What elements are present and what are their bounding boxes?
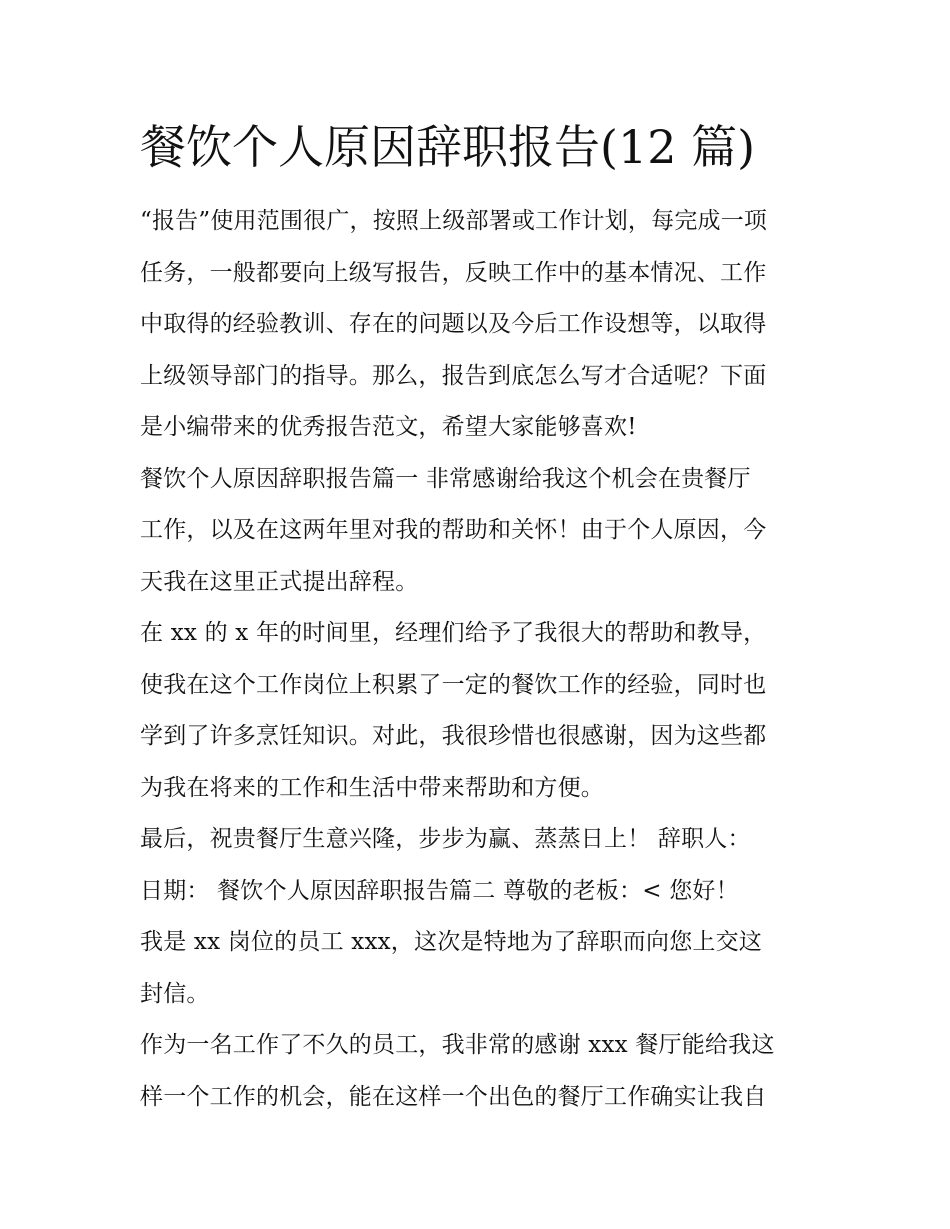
body-line: 工作，以及在这两年里对我的帮助和关怀！由于个人原因，今: [140, 517, 767, 543]
body-line: 是小编带来的优秀报告范文，希望大家能够喜欢!: [140, 414, 637, 440]
body-line: 上级领导部门的指导。那么，报告到底怎么写才合适呢？下面: [140, 362, 767, 389]
body-line: 在 xx 的 x 年的时间里，经理们给予了我很大的帮助和教导，: [140, 620, 767, 646]
body-line: 天我在这里正式提出辞程。: [140, 568, 419, 595]
body-line: 作为一名工作了不久的员工，我非常的感谢 xxx 餐厅能给我这: [140, 1032, 775, 1058]
body-line: 我是 xx 岗位的员工 xxx，这次是特地为了辞职而向您上交这: [140, 929, 762, 955]
body-line: “报告”使用范围很广，按照上级部署或工作计划，每完成一项: [140, 208, 768, 234]
body-line: 任务，一般都要向上级写报告，反映工作中的基本情况、工作: [140, 259, 767, 286]
body-line: 中取得的经验教训、存在的问题以及今后工作设想等，以取得: [140, 311, 767, 337]
document-title: 餐饮个人原因辞职报告(12 篇): [140, 120, 756, 174]
body-line: 最后，祝贵餐厅生意兴隆，步步为赢、蒸蒸日上！ 辞职人：: [140, 826, 751, 852]
document-body: [140, 196, 830, 1123]
body-line: 日期： 餐饮个人原因辞职报告篇二 尊敬的老板：< 您好！: [140, 877, 739, 904]
body-line: 餐饮个人原因辞职报告篇一 非常感谢给我这个机会在贵餐厅: [140, 465, 751, 492]
body-line: 使我在这个工作岗位上积累了一定的餐饮工作的经验，同时也: [140, 671, 767, 698]
body-line: 样一个工作的机会，能在这样一个出色的餐厅工作确实让我自: [140, 1083, 767, 1110]
body-line: 封信。: [140, 980, 210, 1007]
body-line: 为我在将来的工作和生活中带来帮助和方便。: [140, 774, 604, 801]
body-line: 学到了许多烹饪知识。对此，我很珍惜也很感谢，因为这些都: [140, 723, 767, 749]
